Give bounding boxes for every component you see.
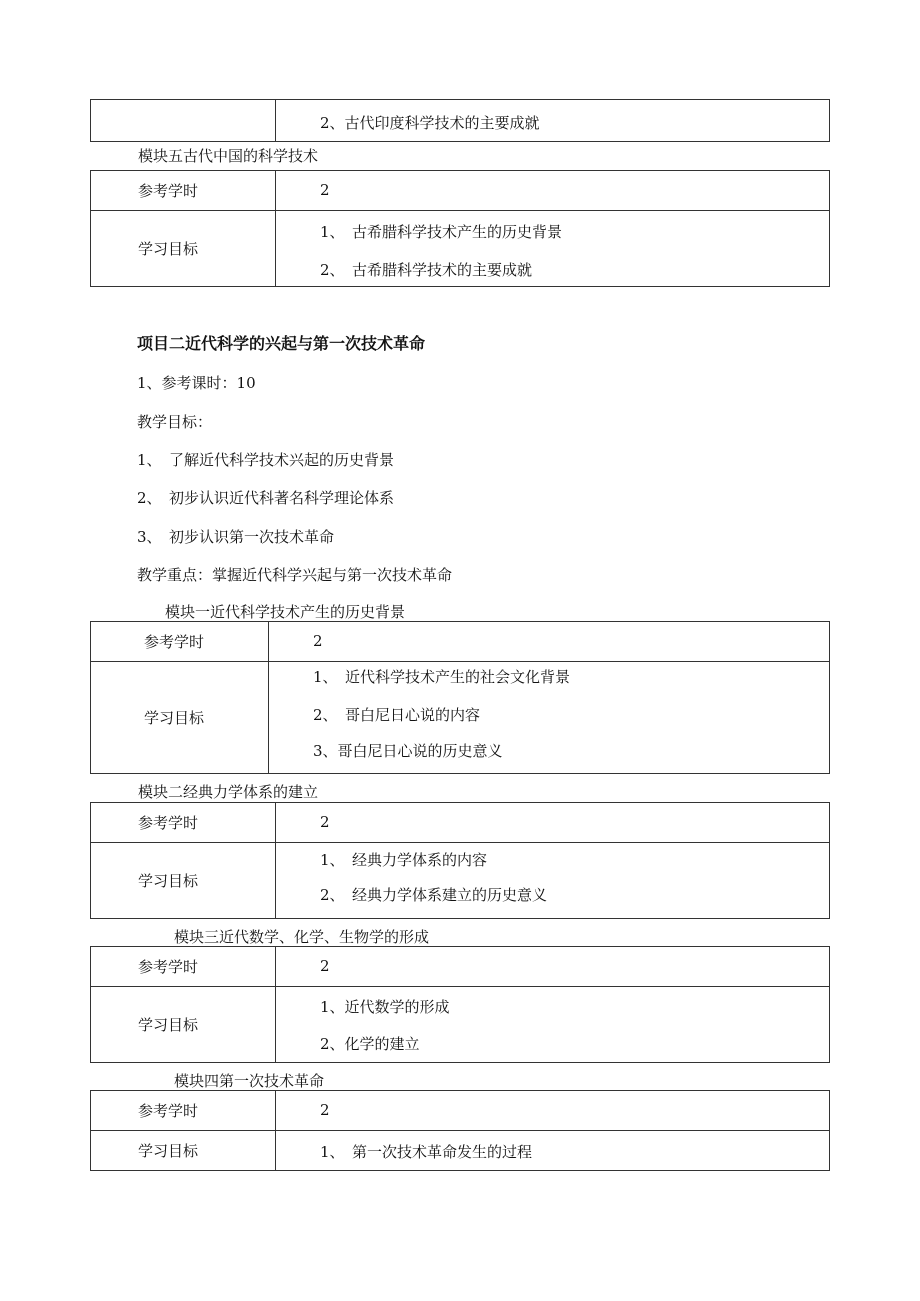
module2-goal-2: 2、 经典力学体系建立的历史意义	[320, 886, 548, 904]
module3-goal-1: 1、近代数学的形成	[320, 998, 450, 1016]
module5-hours-cell	[276, 171, 830, 211]
module2-hours-value: 2	[320, 813, 330, 831]
module3-goal-2: 2、化学的建立	[320, 1035, 420, 1053]
module1-table	[90, 621, 830, 774]
prev-table	[90, 99, 830, 142]
module4-goals-cell	[276, 1131, 830, 1171]
project2-objectives-title: 教学目标：	[137, 413, 213, 431]
module1-goals-label: 学习目标	[91, 662, 269, 774]
module1-title: 模块一近代科学技术产生的历史背景	[165, 603, 406, 621]
module5-title: 模块五古代中国的科学技术	[138, 147, 319, 165]
module2-hours-label: 参考学时	[91, 803, 276, 843]
module1-goals-cell	[269, 662, 830, 774]
module3-hours-value: 2	[320, 957, 330, 975]
project2-objective-1: 1、 了解近代科学技术兴起的历史背景	[137, 451, 395, 469]
module4-table	[90, 1090, 830, 1171]
module1-goal-3: 3、哥白尼日心说的历史意义	[313, 742, 503, 760]
project2-hours: 1、参考课时：10	[137, 374, 256, 392]
module4-goals-label: 学习目标	[91, 1131, 276, 1171]
module2-title: 模块二经典力学体系的建立	[138, 783, 319, 801]
module4-hours-label: 参考学时	[91, 1091, 276, 1131]
prev-table-goal: 2、古代印度科学技术的主要成就	[320, 114, 540, 132]
module5-goals-label: 学习目标	[91, 211, 276, 287]
module3-hours-label: 参考学时	[91, 947, 276, 987]
project2-title: 项目二近代科学的兴起与第一次技术革命	[137, 334, 426, 353]
module5-goals-cell	[276, 211, 830, 287]
module5-hours-value: 2	[320, 181, 330, 199]
module3-hours-cell	[276, 947, 830, 987]
project2-objective-3: 3、 初步认识第一次技术革命	[137, 528, 335, 546]
module4-title: 模块四第一次技术革命	[174, 1072, 325, 1090]
module3-title: 模块三近代数学、化学、生物学的形成	[174, 928, 430, 946]
project2-key-point: 教学重点：掌握近代科学兴起与第一次技术革命	[137, 566, 453, 584]
module1-goal-1: 1、 近代科学技术产生的社会文化背景	[313, 668, 571, 686]
module1-hours-value: 2	[313, 632, 323, 650]
module2-table	[90, 802, 830, 919]
module3-goals-cell	[276, 987, 830, 1063]
module1-goal-2: 2、 哥白尼日心说的内容	[313, 706, 481, 724]
module5-table	[90, 170, 830, 287]
module4-hours-cell	[276, 1091, 830, 1131]
module1-hours-cell	[269, 622, 830, 662]
module2-goals-cell	[276, 843, 830, 919]
module4-goal-1: 1、 第一次技术革命发生的过程	[320, 1143, 533, 1161]
module5-goal-1: 1、 古希腊科学技术产生的历史背景	[320, 223, 563, 241]
module4-hours-value: 2	[320, 1101, 330, 1119]
module5-hours-label: 参考学时	[91, 171, 276, 211]
module2-hours-cell	[276, 803, 830, 843]
prev-table-label-cell	[91, 100, 276, 142]
module1-hours-label: 参考学时	[91, 622, 269, 662]
prev-table-value-cell	[276, 100, 830, 142]
module2-goal-1: 1、 经典力学体系的内容	[320, 851, 488, 869]
module2-goals-label: 学习目标	[91, 843, 276, 919]
project2-objective-2: 2、 初步认识近代科著名科学理论体系	[137, 489, 395, 507]
module5-goal-2: 2、 古希腊科学技术的主要成就	[320, 261, 533, 279]
module3-goals-label: 学习目标	[91, 987, 276, 1063]
module3-table	[90, 946, 830, 1063]
